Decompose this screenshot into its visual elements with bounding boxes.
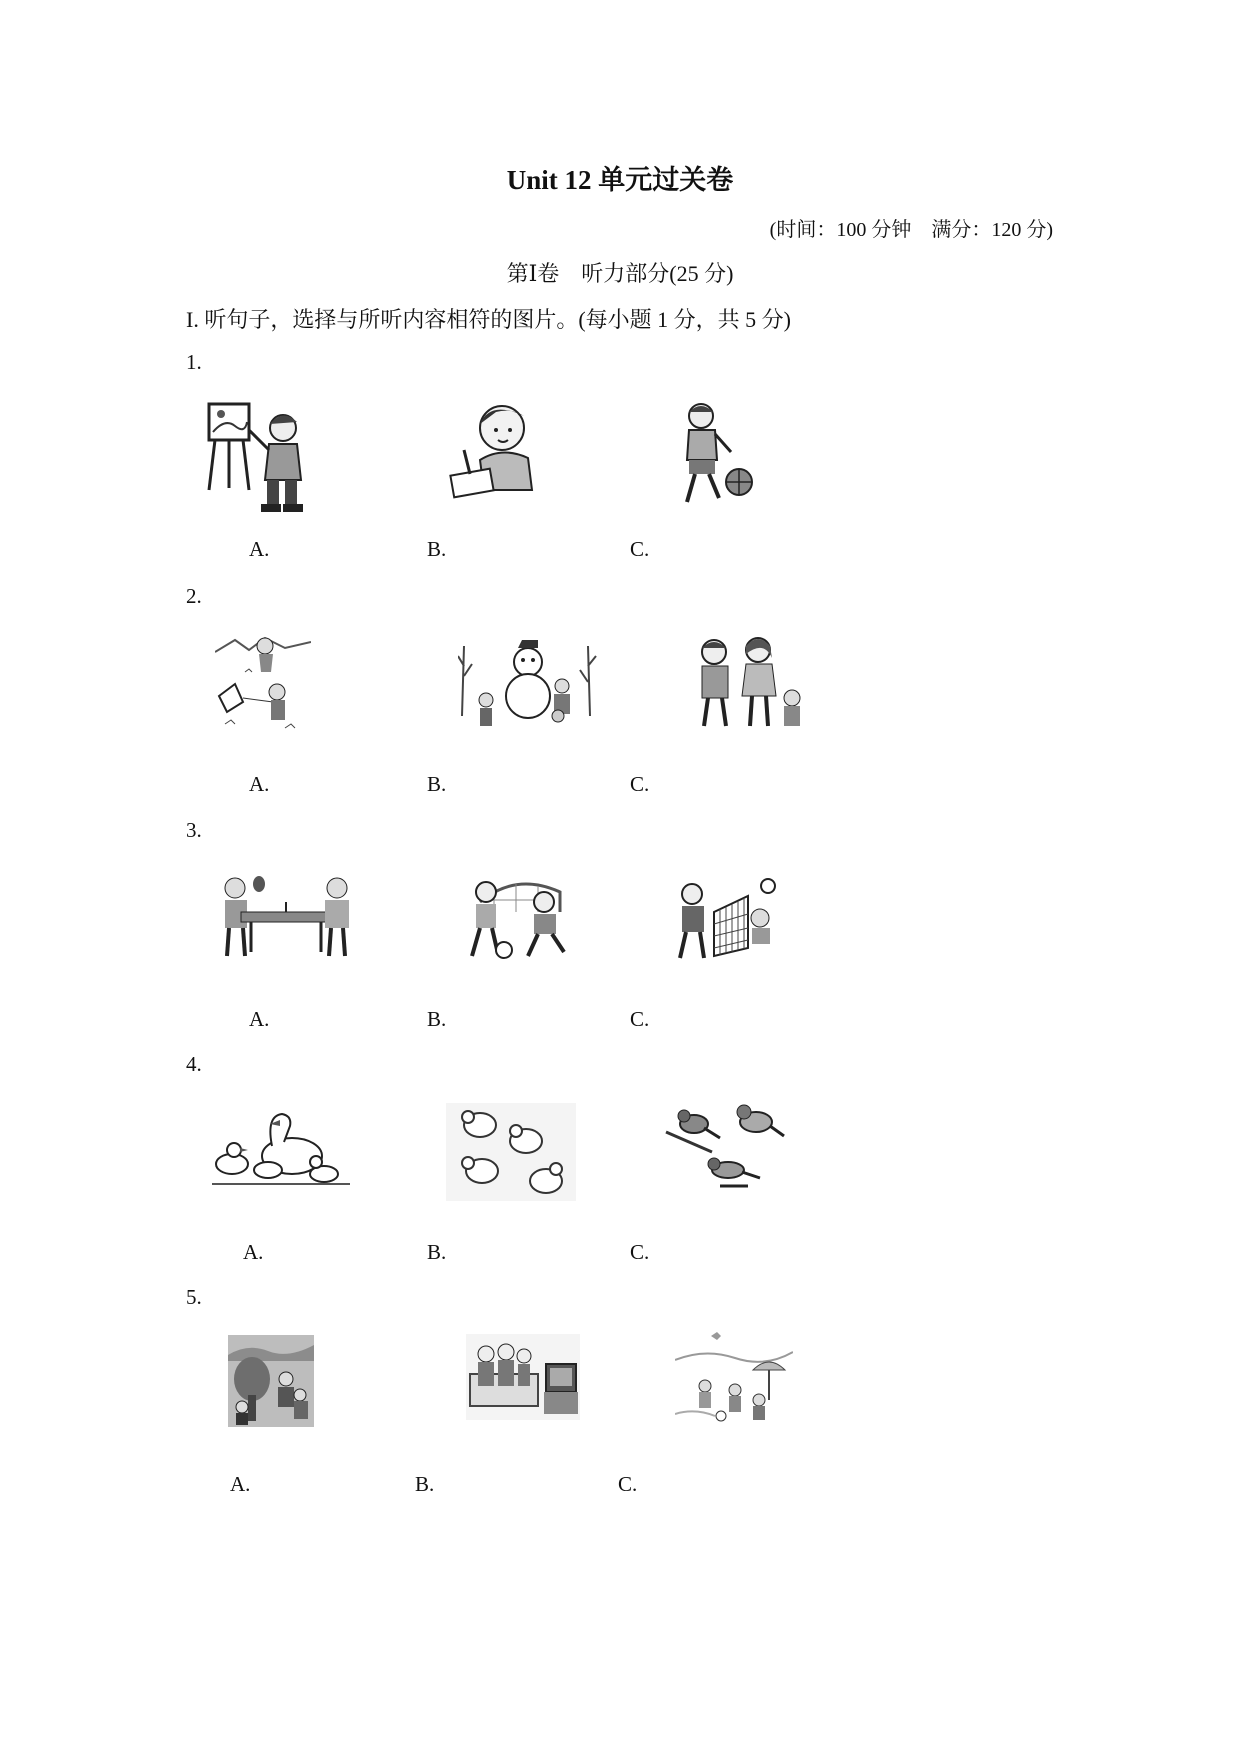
snowman-picture [458, 636, 598, 736]
autumn-walk-picture [688, 632, 806, 736]
ducks-picture [212, 1112, 350, 1188]
birds-picture [664, 1102, 786, 1194]
kite-picture [215, 632, 311, 732]
section-heading: 第Ⅰ卷 听力部分(25 分) [506, 261, 734, 286]
question-number: 3. [186, 818, 202, 842]
option-a-label: A. [243, 1240, 264, 1264]
option-b-label: B. [427, 1240, 447, 1264]
page-title: Unit 12 单元过关卷 [506, 165, 734, 195]
option-c-label: C. [618, 1472, 638, 1496]
park-picture [228, 1335, 314, 1427]
option-c-label: C. [630, 772, 650, 796]
question-number: 2. [186, 584, 202, 608]
option-a-label: A. [249, 537, 270, 561]
exam-time-and-score: (时间：100 分钟 满分：120 分) [769, 219, 1053, 241]
option-a-label: A. [249, 772, 270, 796]
basketball-picture [665, 400, 765, 512]
soccer-picture [460, 872, 572, 962]
option-b-label: B. [427, 772, 447, 796]
option-a-label: A. [249, 1007, 270, 1031]
option-c-label: C. [630, 1007, 650, 1031]
option-c-label: C. [630, 537, 650, 561]
writing-picture [440, 400, 540, 500]
part-instruction: I. 听句子，选择与所听内容相符的图片。(每小题 1 分，共 5 分) [186, 307, 791, 332]
question-number: 1. [186, 350, 202, 374]
option-b-label: B. [427, 537, 447, 561]
question-number: 4. [186, 1052, 202, 1076]
painting-picture [205, 400, 317, 518]
option-c-label: C. [630, 1240, 650, 1264]
badminton-picture [670, 878, 782, 964]
beach-picture [675, 1330, 793, 1424]
option-b-label: B. [415, 1472, 435, 1496]
question-number: 5. [186, 1285, 202, 1309]
family-tv-picture [466, 1334, 580, 1420]
option-a-label: A. [230, 1472, 251, 1496]
option-b-label: B. [427, 1007, 447, 1031]
ping-pong-picture [215, 872, 357, 960]
chicks-picture [446, 1103, 576, 1201]
